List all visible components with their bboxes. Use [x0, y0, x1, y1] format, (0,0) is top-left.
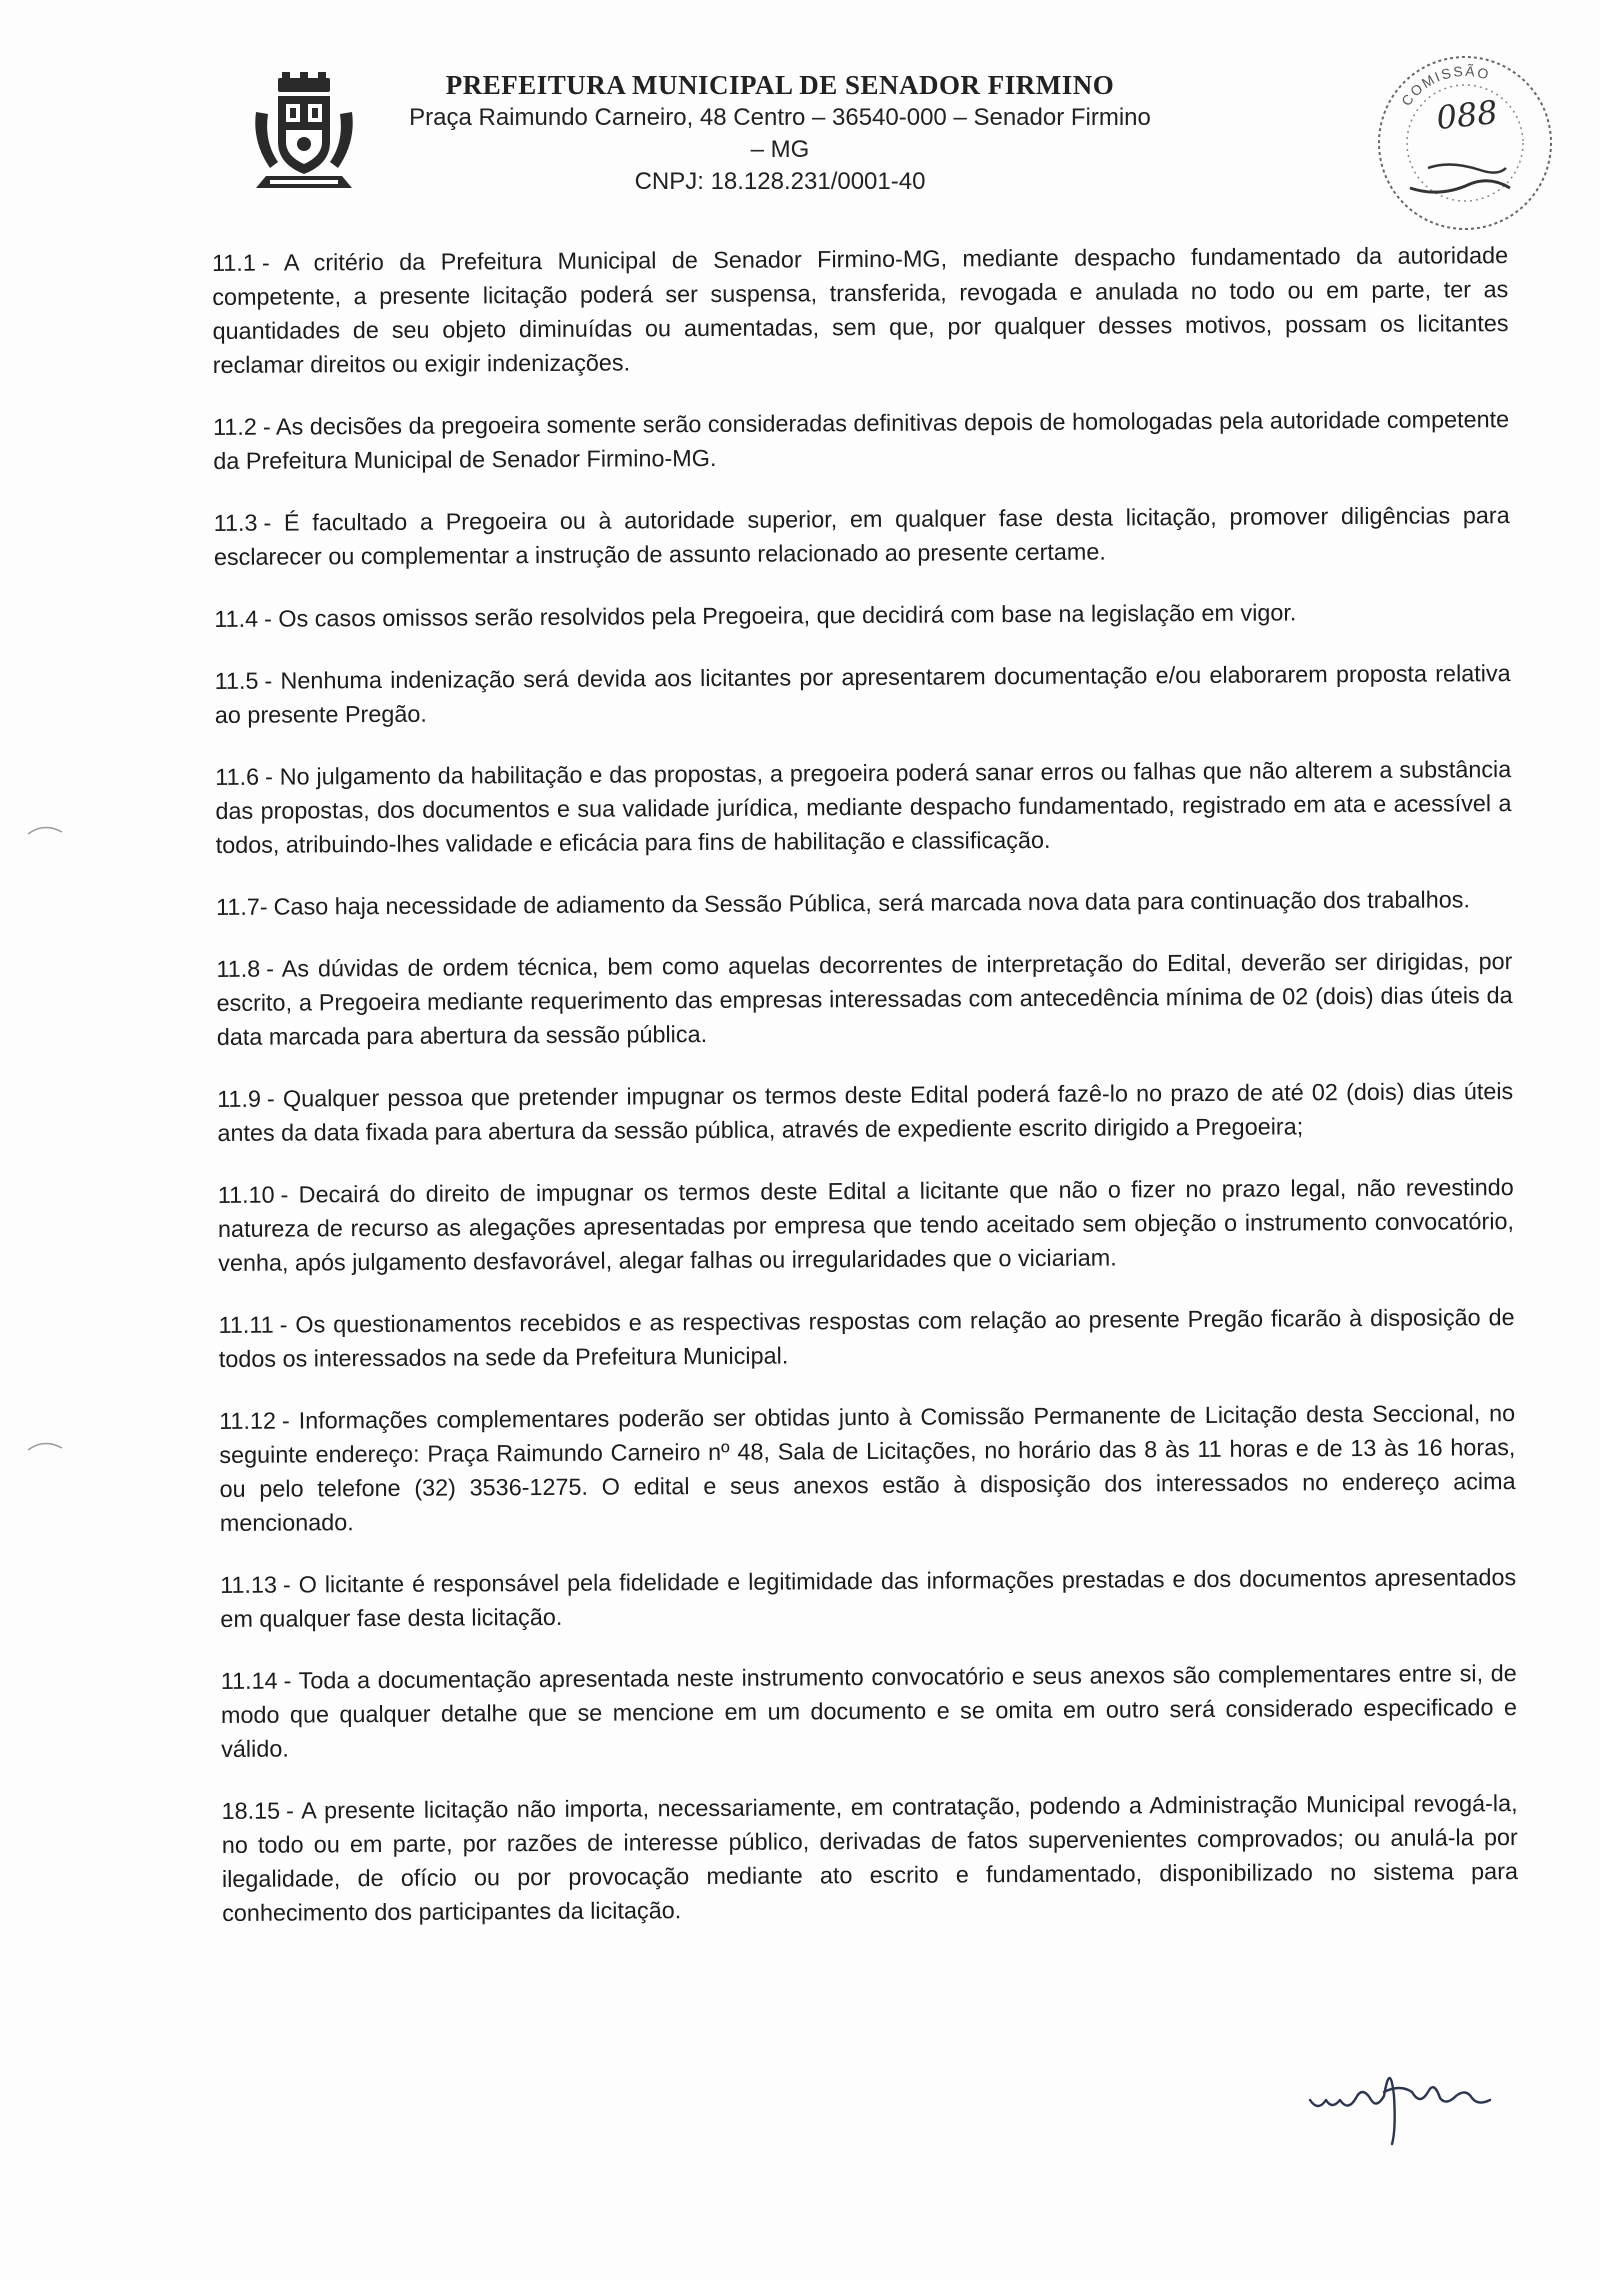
clause-text: - A presente licitação não importa, necessariamente, em contratação, podendo a Administração Municipal revogá-la, no todo ou em parte, por razões de interesse público, derivadas de fatos supervenientes comprovados; ou anulá-la por ilegalidade, de ofício ou por provocação mediante ato escrito e fundamentado, disponibilizado no sistema para conhecimento dos participantes da licitação.: [221, 1790, 1519, 1926]
stamp-ring-text: COMISSÃO: [1397, 62, 1493, 109]
clause-text: - Informações complementares poderão ser obtidas junto à Comissão Permanente de Licitação desta Seccional, no seguinte endereço: Praça Raimundo Carneiro nº 48, Sala de Licitações, no horário das 8 às 11 horas e de 13 às 16 horas, ou pelo telefone (32) 3536-1275. O edital e seus anexos estão à disposição dos interessados no endereço acima mencionado.: [219, 1400, 1516, 1536]
clause-11-8: [216, 944, 1513, 1054]
clause-11-9: [217, 1074, 1513, 1150]
clause-text: - Decairá do direito de impugnar os termos deste Edital a licitante que não o fizer no prazo legal, não revestindo natureza de recurso as alegações apresentadas por empresa que tendo aceitado sem objeção o instrumento convocatório, venha, após julgamento desfavorável, alegar falhas ou irregularidades que o viciariam.: [217, 1174, 1515, 1276]
clause-11-11: [218, 1300, 1514, 1376]
clause-11-2: [213, 402, 1509, 478]
clause-number: 11.3: [213, 509, 258, 536]
clause-text: - A critério da Prefeitura Municipal de Senador Firmino-MG, mediante despacho fundamentado da autoridade competente, a presente licitação poderá ser suspensa, transferida, revogada e anulada no todo ou em parte, ter as quantidades de seu objeto diminuídas ou aumentadas, sem que, por qualquer desses motivos, possam os licitantes reclamar direitos ou exigir indenizações.: [212, 242, 1509, 378]
clause-18-15: [221, 1786, 1518, 1930]
stamp-page-number: 088: [1434, 92, 1500, 138]
clause-text: - No julgamento da habilitação e das propostas, a pregoeira poderá sanar erros ou falhas que não alterem a substância das propostas, dos documentos e sua validade jurídica, mediante despacho fundamentado, registrado em ata e acessível a todos, atribuindo-lhes validade e eficácia para fins de habilitação e classificação.: [215, 756, 1512, 858]
clause-text: - As decisões da pregoeira somente serão consideradas definitivas depois de homologadas pela autoridade competente da Prefeitura Municipal de Senador Firmino-MG.: [213, 406, 1510, 474]
letterhead: [400, 68, 1160, 198]
clause-number: 11.14: [220, 1667, 278, 1694]
clause-11-7: [216, 882, 1512, 924]
clause-number: 11.12: [219, 1407, 277, 1434]
clause-number: 11.13: [220, 1571, 278, 1598]
clause-number: 11.5: [214, 667, 259, 694]
clause-text: - É facultado a Pregoeira ou à autoridade superior, em qualquer fase desta licitação, promover diligências para esclarecer ou complementar a instrução de assunto relacionado ao presente certame.: [213, 502, 1510, 570]
clause-number: 11.11: [218, 1311, 274, 1338]
margin-mark: [26, 822, 66, 838]
letterhead-title: PREFEITURA MUNICIPAL DE SENADOR FIRMINO: [445, 70, 1115, 100]
clause-text: - As dúvidas de ordem técnica, bem como aquelas decorrentes de interpretação do Edital, deverão ser dirigidas, por escrito, a Pregoeira mediante requerimento das empresas interessadas com antecedência mínima de 02 (dois) dias úteis da data marcada para abertura da sessão pública.: [216, 948, 1513, 1050]
clause-11-5: [215, 656, 1511, 732]
clause-11-10: [218, 1170, 1515, 1280]
municipal-crest-icon: [248, 72, 360, 192]
clause-number: 11.6: [215, 763, 260, 790]
clause-text: - Os casos omissos serão resolvidos pela Pregoeira, que decidirá com base na legislação em vigor.: [263, 599, 1297, 632]
clause-text: - Nenhuma indenização será devida aos licitantes por apresentarem documentação e/ou elaborarem proposta relativa ao presente Pregão.: [214, 660, 1511, 728]
clause-text: - O licitante é responsável pela fidelidade e legitimidade das informações prestadas e dos documentos apresentados em qualquer fase desta licitação.: [220, 1564, 1517, 1632]
clause-number: 11.2: [213, 413, 257, 440]
margin-mark: [26, 1438, 66, 1454]
clause-11-12: [219, 1396, 1516, 1540]
clauses-section: [212, 238, 1518, 1958]
clause-number: 11.7-: [215, 893, 268, 920]
clause-11-3: [214, 498, 1510, 574]
clause-11-14: [221, 1656, 1518, 1766]
clause-number: 11.1: [212, 249, 256, 276]
clause-text: - Toda a documentação apresentada neste instrumento convocatório e seus anexos são complementares entre si, de modo que qualquer detalhe que se mencione em um documento e se omita em outro será considerado especificado e válido.: [220, 1660, 1518, 1762]
handwritten-signature: [1300, 2040, 1520, 2150]
clause-number: 11.10: [217, 1181, 275, 1208]
clause-11-6: [215, 752, 1512, 862]
clause-11-4: [214, 594, 1510, 636]
clause-number: 11.4: [214, 605, 259, 632]
clause-text: - Qualquer pessoa que pretender impugnar os termos deste Edital poderá fazê-lo no prazo de até 02 (dois) dias úteis antes da data fixada para abertura da sessão pública, através de expediente escrito dirigido a Pregoeira;: [217, 1078, 1514, 1146]
clause-number: 18.15: [221, 1797, 281, 1824]
clause-text: Caso haja necessidade de adiamento da Sessão Pública, será marcada nova data para continuação dos trabalhos.: [273, 886, 1470, 920]
clause-number: 11.9: [217, 1085, 262, 1112]
letterhead-cnpj: CNPJ: 18.128.231/0001-40: [634, 168, 926, 195]
clause-11-13: [220, 1560, 1516, 1636]
commission-stamp: [1370, 48, 1560, 238]
clause-number: 11.8: [216, 955, 261, 982]
clause-text: - Os questionamentos recebidos e as respectivas respostas com relação ao presente Pregão ficarão à disposição de todos os interessados na sede da Prefeitura Municipal.: [218, 1304, 1515, 1372]
letterhead-address: Praça Raimundo Carneiro, 48 Centro – 36540-000 – Senador Firmino – MG: [409, 104, 1151, 163]
clause-11-1: [212, 238, 1509, 382]
